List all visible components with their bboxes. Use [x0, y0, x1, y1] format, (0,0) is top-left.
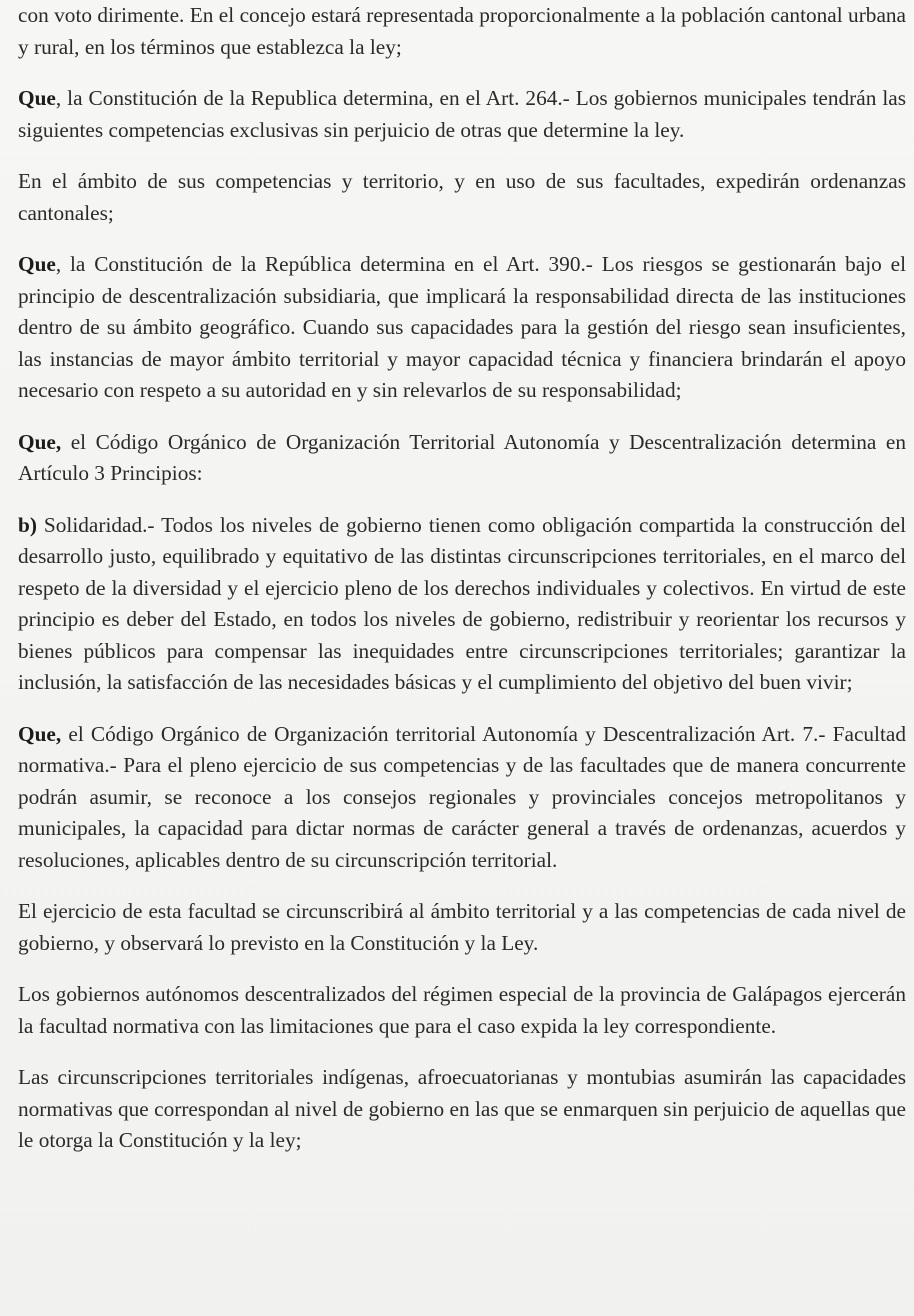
paragraph-lead: Que, [18, 721, 62, 746]
paragraph-3 [18, 166, 906, 229]
paragraph-8 [18, 896, 906, 959]
paragraph-lead: Que, [18, 429, 62, 454]
paragraph-lead: Que [18, 252, 56, 276]
paragraph-1 [18, 0, 906, 63]
paragraph-text: Los gobiernos autónomos descentralizados del régimen especial de la provincia de Galápagos ejercerán la facultad normativa con las limitaciones que para el caso expida la ley correspondiente. [18, 982, 906, 1038]
paragraph-lead: Que [18, 86, 56, 110]
paragraph-text: el Código Orgánico de Organización Territorial Autonomía y Descentralización determina en Artículo 3 Principios: [18, 429, 906, 485]
paragraph-lead: b) [18, 512, 37, 537]
paragraph-6 [18, 510, 906, 699]
paragraph-7 [18, 719, 906, 877]
paragraph-text: Las circunscripciones territoriales indígenas, afroecuatorianas y montubias asumirán las capacidades normativas que correspondan al nivel de gobierno en las que se enmarquen sin perjuicio de aquellas que le otorga la Constitución y la ley; [18, 1065, 906, 1152]
paragraph-text: el Código Orgánico de Organización territorial Autonomía y Descentralización Art. 7.- Facultad normativa.- Para el pleno ejercicio de sus competencias y de las facultades que de manera concurrente podrán asumir, se reconoce a los consejos regionales y provinciales concejos metropolitanos y municipales, la capacidad para dictar normas de carácter general a través de ordenanzas, acuerdos y resoluciones, aplicables dentro de su circunscripción territorial. [18, 721, 906, 872]
paragraph-9 [18, 979, 906, 1042]
paragraph-10 [18, 1062, 906, 1157]
paragraph-text: con voto dirimente. En el concejo estará representada proporcionalmente a la población cantonal urbana y rural, en los términos que establezca la ley; [18, 3, 906, 59]
paragraph-text: El ejercicio de esta facultad se circunscribirá al ámbito territorial y a las competencias de cada nivel de gobierno, y observará lo previsto en la Constitución y la Ley. [18, 899, 906, 955]
paragraph-2 [18, 83, 906, 146]
paragraph-text: En el ámbito de sus competencias y territorio, y en uso de sus facultades, expedirán ordenanzas cantonales; [18, 169, 906, 225]
paragraph-text: Solidaridad.- Todos los niveles de gobierno tienen como obligación compartida la construcción del desarrollo justo, equilibrado y equitativo de las distintas circunscripciones territoriales, en el marco del respeto de la diversidad y el ejercicio pleno de los derechos individuales y colectivos. En virtud de este principio es deber del Estado, en todos los niveles de gobierno, redistribuir y reorientar los recursos y bienes públicos para compensar las inequidades entre circunscripciones territoriales; garantizar la inclusión, la satisfacción de las necesidades básicas y el cumplimiento del objetivo del buen vivir; [18, 512, 906, 694]
paragraph-5 [18, 427, 906, 490]
paragraph-text: , la Constitución de la República determina en el Art. 390.- Los riesgos se gestionarán bajo el principio de descentralización subsidiaria, que implicará la responsabilidad directa de las instituciones dentro de su ámbito geográfico. Cuando sus capacidades para la gestión del riesgo sean insuficientes, las instancias de mayor ámbito territorial y mayor capacidad técnica y financiera brindarán el apoyo necesario con respeto a su autoridad en y sin relevarlos de su responsabilidad; [18, 252, 906, 402]
paragraph-4 [18, 249, 906, 407]
paragraph-text: , la Constitución de la Republica determina, en el Art. 264.- Los gobiernos municipales tendrán las siguientes competencias exclusivas sin perjuicio de otras que determine la ley. [18, 86, 906, 142]
